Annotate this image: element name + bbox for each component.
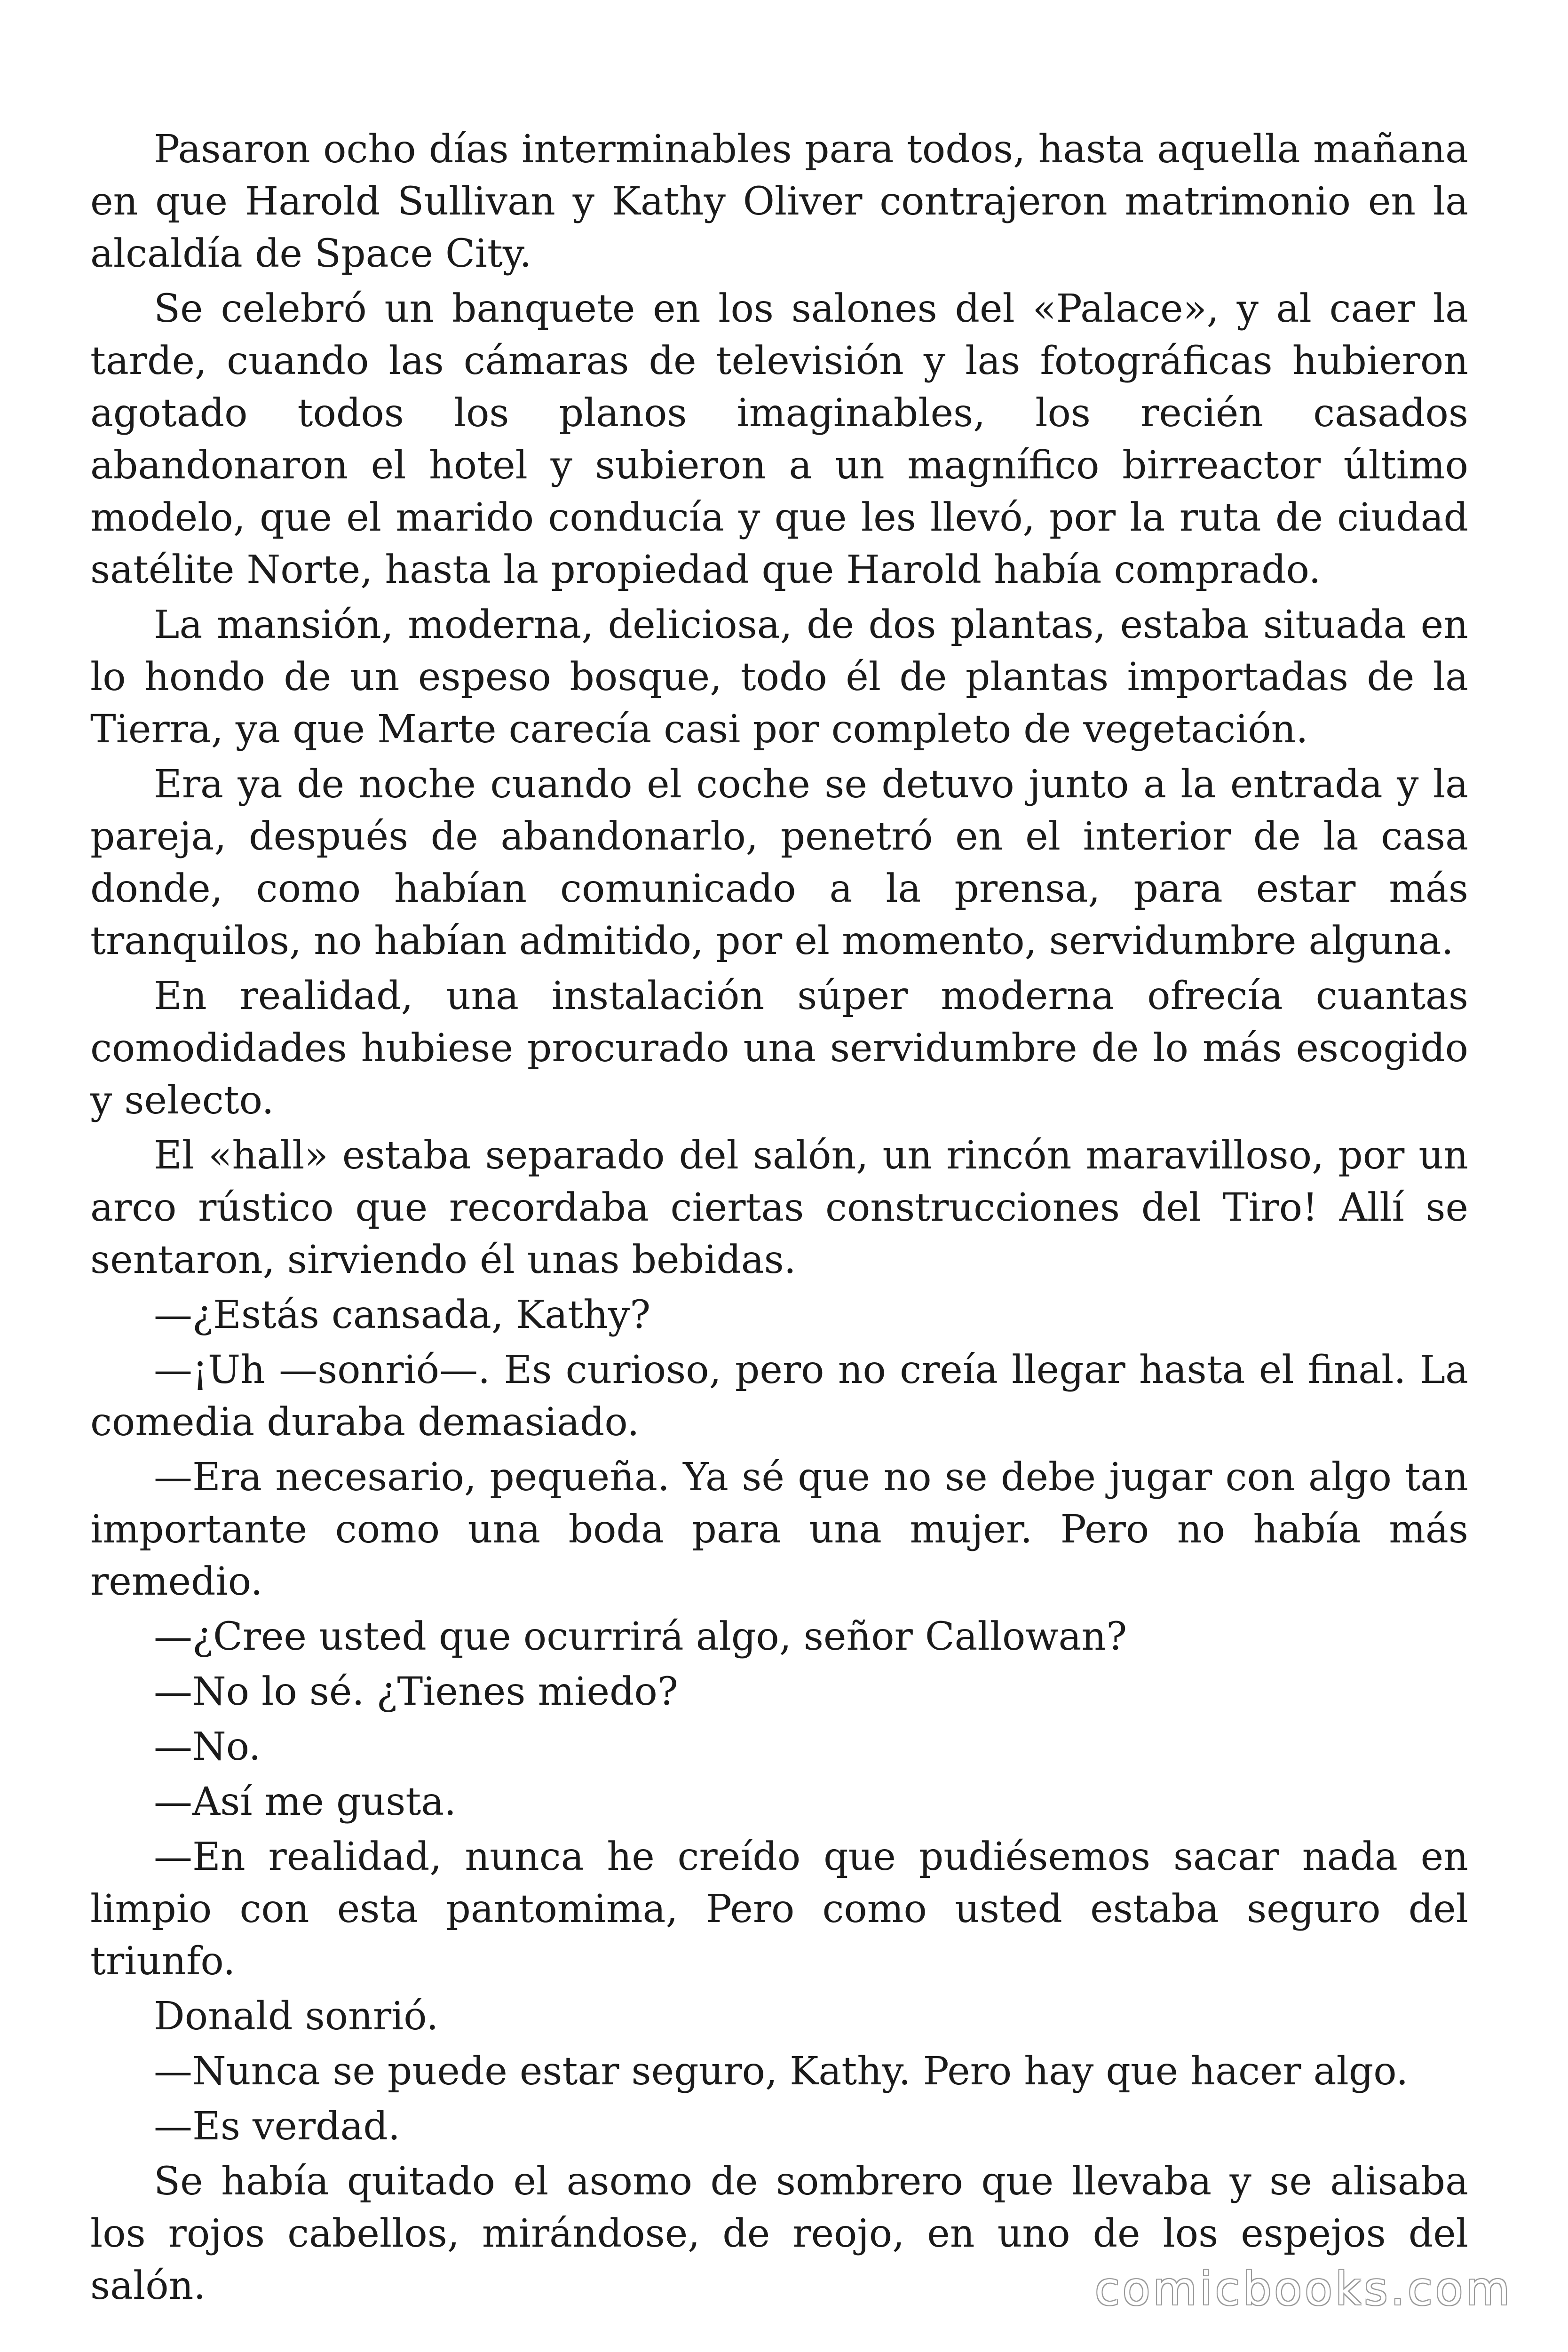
dialogue-line: —¿Cree usted que ocurrirá algo, señor Callowan? <box>154 1614 1127 1659</box>
paragraph: Se celebró un banquete en los salones del «Palace», y al caer la tarde, cuando las cámaras de televisión y las fotográficas hubieron agotado todos los planos imaginables, los recién casados abandonaron el hotel y subieron a un magnífico birreactor último modelo, que el marido conducía y que les llevó, por la ruta de ciudad satélite Norte, hasta la propiedad que Harold había comprado. <box>90 286 1468 592</box>
dialogue-line: —Era necesario, pequeña. Ya sé que no se debe jugar con algo tan importante como una boda para una mujer. Pero no había más remedio. <box>90 1455 1468 1604</box>
dialogue-line: —Es verdad. <box>154 2104 400 2149</box>
paragraph: Donald sonrió. <box>154 1994 439 2039</box>
dialogue-line: —No lo sé. ¿Tienes miedo? <box>154 1669 678 1714</box>
paragraph: Se había quitado el asomo de sombrero que llevaba y se alisaba los rojos cabellos, mirándose, de reojo, en uno de los espejos del salón. <box>90 2159 1468 2308</box>
paragraph: Pasaron ocho días interminables para todos, hasta aquella mañana en que Harold Sullivan y Kathy Oliver contrajeron matrimonio en la alcaldía de Space City. <box>90 127 1468 276</box>
dialogue-line: —En realidad, nunca he creído que pudiésemos sacar nada en limpio con esta pantomima, Pero como usted estaba seguro del triunfo. <box>90 1835 1468 1984</box>
dialogue-line: —No. <box>154 1724 261 1769</box>
book-page-text <box>90 123 1468 2315</box>
paragraph: La mansión, moderna, deliciosa, de dos plantas, estaba situada en lo hondo de un espeso bosque, todo él de plantas importadas de la Tierra, ya que Marte carecía casi por completo de vegetación. <box>90 603 1468 752</box>
paragraph: Era ya de noche cuando el coche se detuvo junto a la entrada y la pareja, después de abandonarlo, penetró en el interior de la casa donde, como habían comunicado a la prensa, para estar más tranquilos, no habían admitido, por el momento, servidumbre alguna. <box>90 762 1468 963</box>
paragraph: El «hall» estaba separado del salón, un rincón maravilloso, por un arco rústico que recordaba ciertas construcciones del Tiro! Allí se sentaron, sirviendo él unas bebidas. <box>90 1133 1468 1282</box>
dialogue-line: —¿Estás cansada, Kathy? <box>154 1293 651 1337</box>
watermark-text: comicbooks.com <box>1094 2263 1513 2315</box>
paragraph: En realidad, una instalación súper moderna ofrecía cuantas comodidades hubiese procurado una servidumbre de lo más escogido y selecto. <box>90 974 1468 1123</box>
dialogue-line: —Nunca se puede estar seguro, Kathy. Pero hay que hacer algo. <box>154 2049 1409 2094</box>
dialogue-line: —Así me gusta. <box>154 1780 457 1824</box>
dialogue-line: —¡Uh —sonrió—. Es curioso, pero no creía llegar hasta el final. La comedia duraba demasiado. <box>90 1348 1468 1445</box>
